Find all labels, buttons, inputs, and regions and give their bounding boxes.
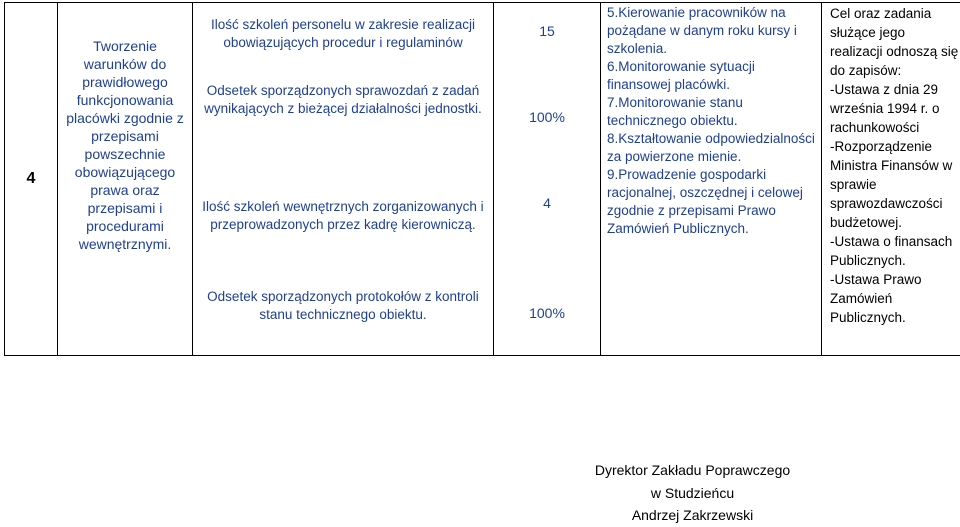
table-row (5, 3, 960, 356)
tasks-cell (601, 3, 822, 356)
indicator-1: Ilość szkoleń personelu w zakresie realizacji obowiązujących procedur i regulaminów (193, 16, 493, 52)
signature-place: w Studzieńcu (590, 482, 795, 505)
legal-item: -Ustawa o finansach Publicznych. (830, 232, 960, 270)
indicator-2: Odsetek sporządzonych sprawozdań z zadań wynikających z bieżącej działalności jednostki. (193, 82, 493, 118)
values-cell (494, 3, 601, 356)
signature-title: Dyrektor Zakładu Poprawczego (590, 459, 795, 482)
indicators-cell (193, 3, 494, 356)
value-1: 15 (494, 23, 600, 39)
legal-basis-list (822, 3, 960, 327)
legal-item: -Rozporządzenie Ministra Finansów w sprawie sprawozdawczości budżetowej. (830, 137, 960, 232)
value-4: 100% (494, 305, 600, 321)
goal-cell (58, 3, 193, 356)
goal-text: Tworzenie warunków do prawidłowego funkcjonowania placówki zgodnie z przepisami powszechnie obowiązującego prawa oraz przepisami i procedurami wewnętrznymi. (58, 3, 192, 253)
tasks-list (601, 3, 821, 238)
legal-basis-cell (822, 3, 960, 356)
task-5: 5.Kierowanie pracowników na pożądane w danym roku kursy i szkolenia. (607, 4, 815, 58)
legal-item: -Ustawa Prawo Zamówień Publicznych. (830, 270, 960, 327)
objectives-table (4, 2, 960, 356)
indicator-4: Odsetek sporządzonych protokołów z kontroli stanu technicznego obiektu. (193, 288, 493, 324)
value-2: 100% (494, 109, 600, 125)
task-8: 8.Kształtowanie odpowiedzialności za powierzone mienie. (607, 130, 815, 166)
task-9: 9.Prowadzenie gospodarki racjonalnej, oszczędnej i celowej zgodnie z przepisami Prawo Zamówień Publicznych. (607, 166, 815, 238)
row-number: 4 (5, 3, 58, 356)
signature-block (590, 459, 795, 527)
legal-intro: Cel oraz zadania służące jego realizacji odnoszą się do zapisów: (830, 4, 960, 80)
indicator-3: Ilość szkoleń wewnętrznych zorganizowanych i przeprowadzonych przez kadrę kierowniczą. (193, 198, 493, 234)
signature-name: Andrzej Zakrzewski (590, 504, 795, 527)
task-6: 6.Monitorowanie sytuacji finansowej placówki. (607, 58, 815, 94)
legal-item: -Ustawa z dnia 29 września 1994 r. o rachunkowości (830, 80, 960, 137)
task-7: 7.Monitorowanie stanu technicznego obiektu. (607, 94, 815, 130)
value-3: 4 (494, 195, 600, 211)
